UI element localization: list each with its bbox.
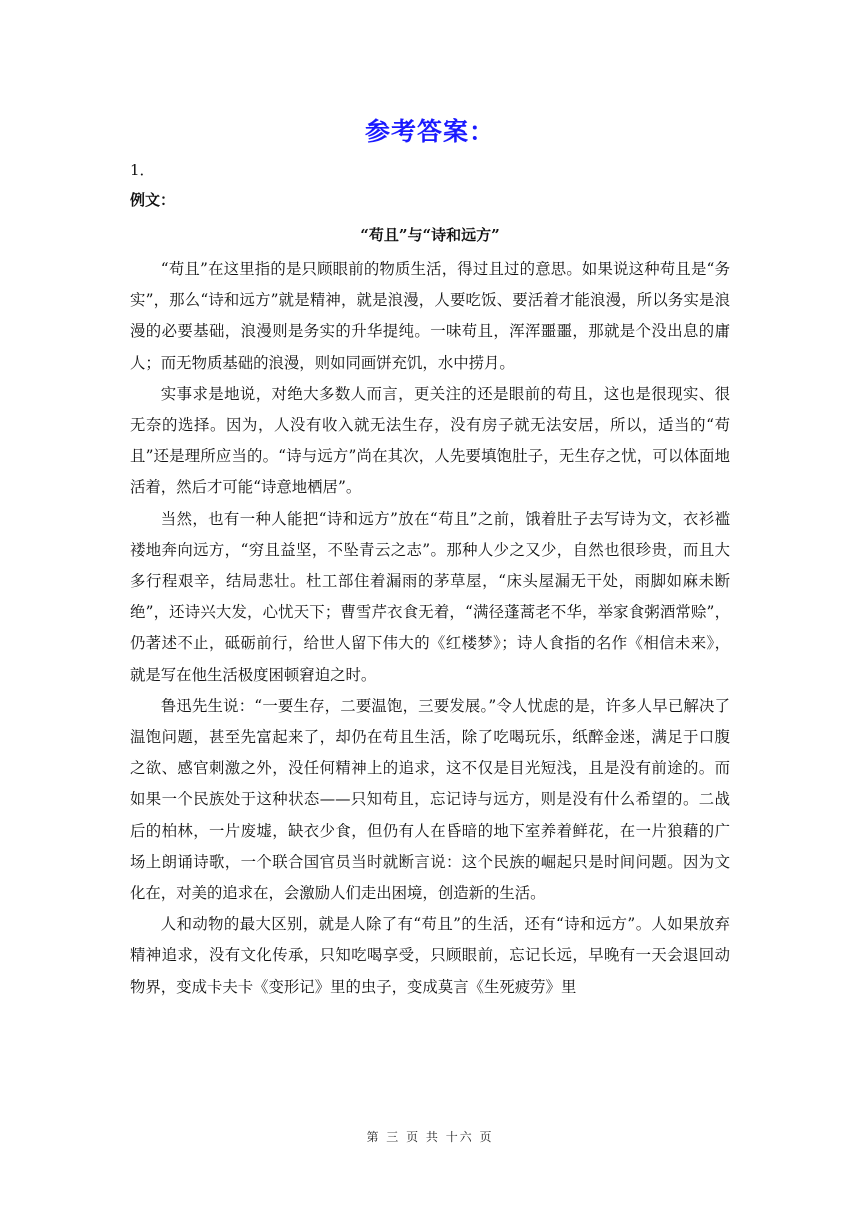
question-number: 1． [130,161,155,179]
paragraph: “苟且”在这里指的是只顾眼前的物质生活，得过且过的意思。如果说这种苟且是“务实”，那么“诗和远方”就是精神，就是浪漫，人要吃饭、要活着才能浪漫，所以务实是浪漫的必要基础，浪漫则是务实的升华提纯。一味苟且，浑浑噩噩，那就是个没出息的庸人；而无物质基础的浪漫，则如同画饼充饥，水中捞月。 [130,260,730,372]
essay-body [130,254,730,1003]
paragraph: 鲁迅先生说：“一要生存，二要温饱，三要发展。”令人忧虑的是，许多人早已解决了温饱问题，甚至先富起来了，却仍在苟且生活，除了吃喝玩乐，纸醉金迷，满足于口腹之欲、感官刺激之外，没任何精神上的追求，这不仅是目光短浅，且是没有前途的。而如果一个民族处于这种状态——只知苟且，忘记诗与远方，则是没有什么希望的。二战后的柏林，一片废墟，缺衣少食，但仍有人在昏暗的地下室养着鲜花，在一片狼藉的广场上朗诵诗歌，一个联合国官员当时就断言说：这个民族的崛起只是时间问题。因为文化在，对美的追求在，会激励人们走出困境，创造新的生活。 [130,696,730,903]
paragraph: 人和动物的最大区别，就是人除了有“苟且”的生活，还有“诗和远方”。人如果放弃精神追求，没有文化传承，只知吃喝享受，只顾眼前，忘记长远，早晚有一天会退回动物界，变成卡夫卡《变形记》里的虫子，变成莫言《生死疲劳》里 [130,915,730,996]
example-label: 例文： [130,191,176,209]
answer-heading: 参考答案： [364,117,495,146]
paragraph: 当然，也有一种人能把“诗和远方”放在“苟且”之前，饿着肚子去写诗为文，衣衫褴褛地奔向远方，“穷且益坚，不坠青云之志”。那种人少之又少，自然也很珍贵，而且大多行程艰辛，结局悲壮。杜工部住着漏雨的茅草屋，“床头屋漏无干处，雨脚如麻未断绝”，还诗兴大发，心忧天下；曹雪芹衣食无着，“满径蓬蒿老不华，举家食粥酒常赊”，仍著述不止，砥砺前行，给世人留下伟大的《红楼梦》；诗人食指的名作《相信未来》，就是写在他生活极度困顿窘迫之时。 [130,509,730,684]
page-footer: 第 三 页 共 十六 页 [366,1130,494,1144]
paragraph: 实事求是地说，对绝大多数人而言，更关注的还是眼前的苟且，这也是很现实、很无奈的选择。因为，人没有收入就无法生存，没有房子就无法安居，所以，适当的“苟且”还是理所应当的。“诗与远方”尚在其次，人先要填饱肚子，无生存之忧，可以体面地活着，然后才可能“诗意地栖居”。 [130,384,730,497]
essay-title: “苟且”与“诗和远方” [360,226,500,244]
